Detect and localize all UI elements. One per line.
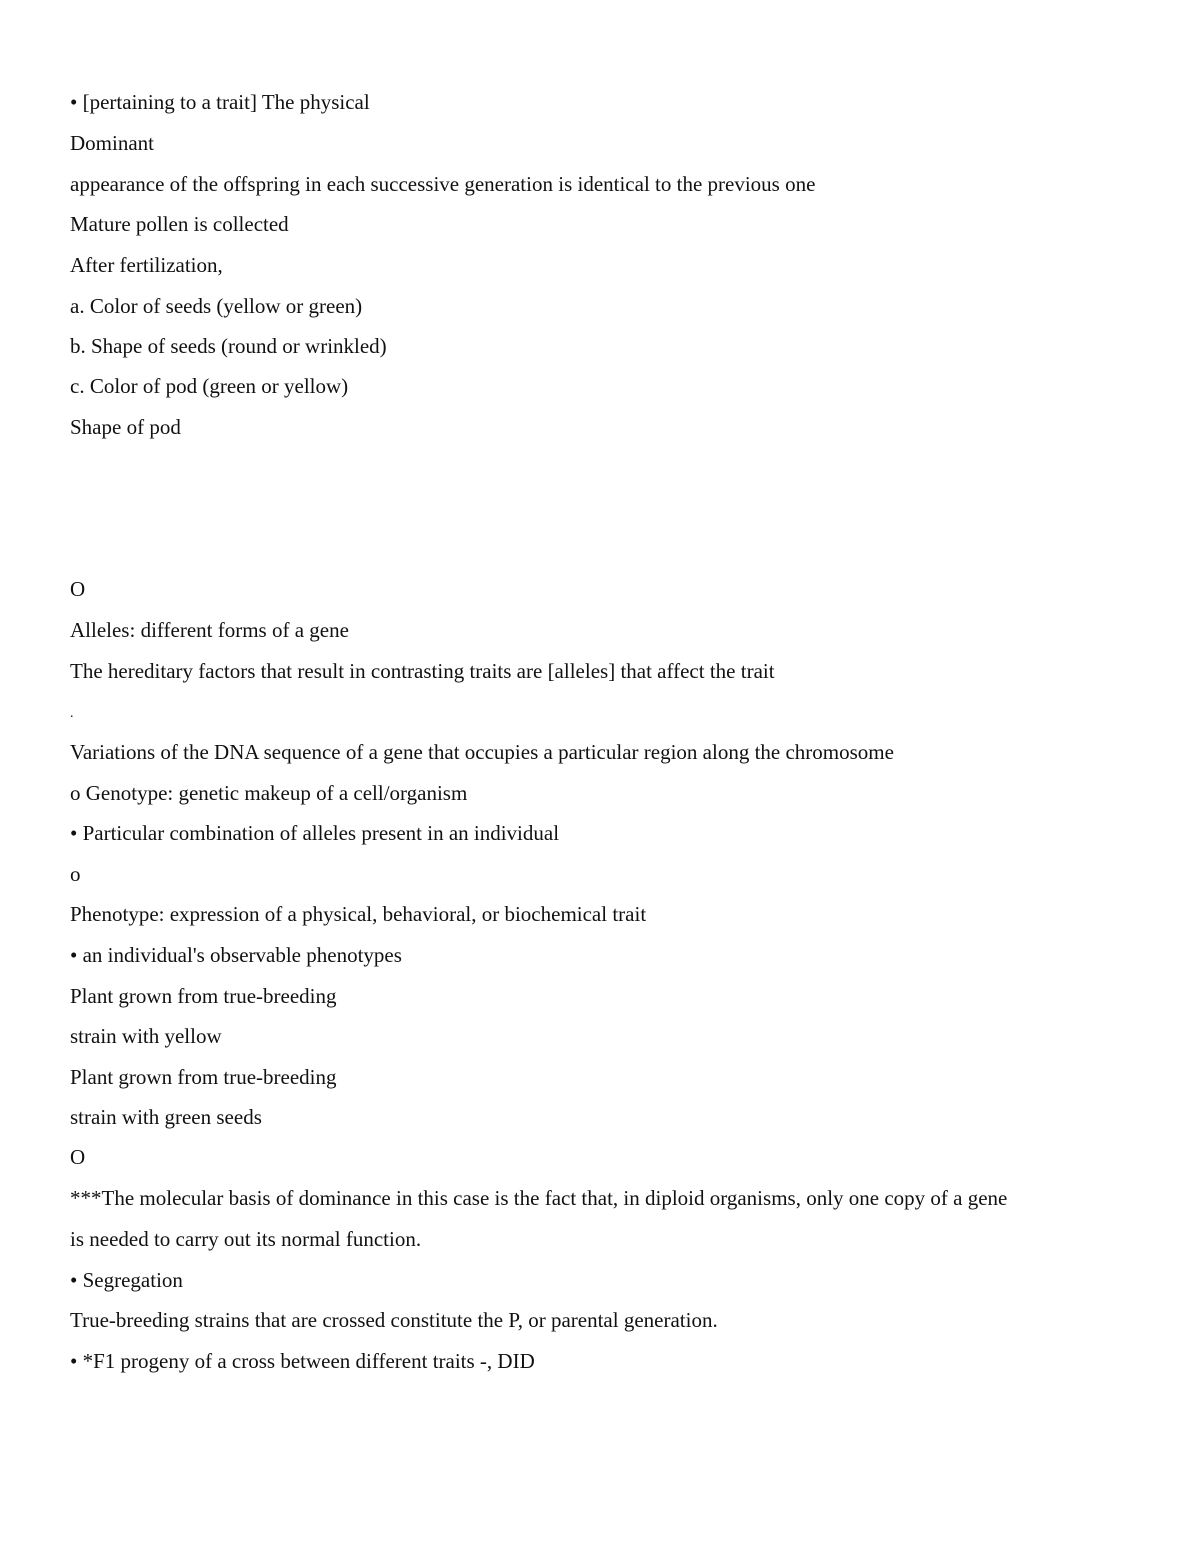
- text-line: appearance of the offspring in each successive generation is identical to the previous one: [70, 172, 816, 196]
- text-line: The hereditary factors that result in contrasting traits are [alleles] that affect the trait: [70, 659, 775, 683]
- text-line: O: [70, 1145, 86, 1169]
- text-line: Plant grown from true-breeding: [70, 1065, 337, 1089]
- text-line: strain with yellow: [70, 1024, 222, 1048]
- text-line: o Genotype: genetic makeup of a cell/organism: [70, 781, 468, 805]
- text-line: • Segregation: [70, 1268, 183, 1292]
- text-line: O: [70, 577, 86, 601]
- text-line: b. Shape of seeds (round or wrinkled): [70, 334, 387, 358]
- text-line: After fertilization,: [70, 253, 223, 277]
- text-line: Dominant: [70, 131, 154, 155]
- text-line: Plant grown from true-breeding: [70, 984, 337, 1008]
- text-line: • an individual's observable phenotypes: [70, 943, 402, 967]
- text-line: Variations of the DNA sequence of a gene that occupies a particular region along the chromosome: [70, 740, 894, 764]
- text-line: o: [70, 862, 81, 886]
- text-line: c. Color of pod (green or yellow): [70, 374, 349, 398]
- text-line: Alleles: different forms of a gene: [70, 618, 349, 642]
- text-line: • [pertaining to a trait] The physical: [70, 90, 370, 114]
- text-line: • Particular combination of alleles present in an individual: [70, 821, 560, 845]
- text-line: Mature pollen is collected: [70, 212, 289, 236]
- text-line: True-breeding strains that are crossed constitute the P, or parental generation.: [70, 1308, 718, 1332]
- text-line: strain with green seeds: [70, 1105, 262, 1129]
- text-line: Phenotype: expression of a physical, behavioral, or biochemical trait: [70, 902, 647, 926]
- text-line: • *F1 progeny of a cross between different traits -, DID: [70, 1349, 535, 1373]
- text-line: Shape of pod: [70, 415, 181, 439]
- text-line: a. Color of seeds (yellow or green): [70, 294, 363, 318]
- text-line: .: [70, 706, 74, 721]
- text-line: is needed to carry out its normal function.: [70, 1227, 422, 1251]
- text-line: ***The molecular basis of dominance in this case is the fact that, in diploid organisms, only one copy of a gene: [70, 1186, 1008, 1210]
